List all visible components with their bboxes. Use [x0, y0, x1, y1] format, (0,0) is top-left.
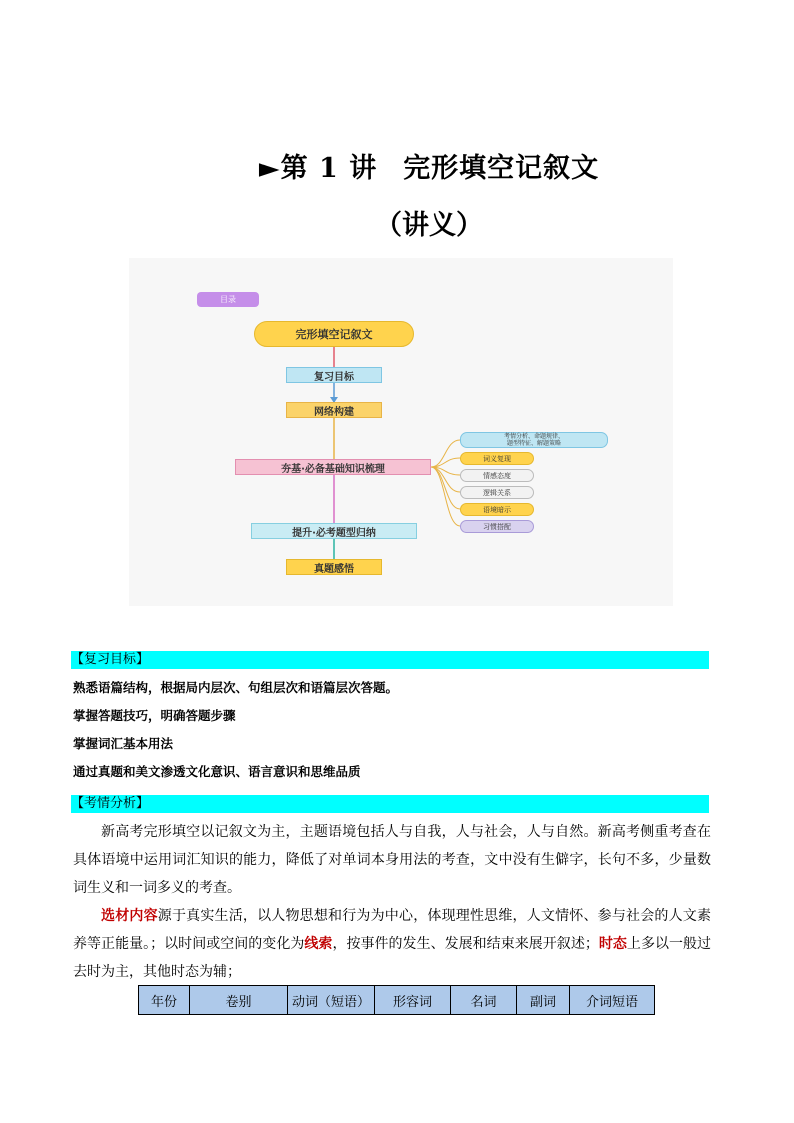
vocabulary-table: [138, 985, 655, 1015]
mindmap-leaf-analysis: 考情分析、命题规律、 题型特征、解题策略: [460, 432, 608, 448]
analysis-paragraph: 新高考完形填空以记叙文为主，主题语境包括人与自我，人与社会，人与自然。新高考侧重考查在具体语境中运用词汇知识的能力，降低了对单词本身用法的考查，文中没有生僻字，长句不多，少量数词生义和一词多义的考查。: [73, 824, 711, 896]
mindmap-leaf: 语境暗示: [460, 503, 534, 516]
table-header-cell: 动词（短语）: [288, 986, 375, 1015]
highlight-term: 线索: [304, 936, 333, 952]
mindmap-node-review-goals: 复习目标: [286, 367, 382, 383]
goal-item: 通过真题和美文渗透文化意识、语言意识和思维品质: [73, 764, 361, 779]
table-header-cell: 名词: [451, 986, 517, 1015]
section-header-analysis: 【考情分析】: [71, 795, 709, 813]
page-subtitle: （讲义）: [375, 210, 483, 241]
mindmap-leaf: 逻辑关系: [460, 486, 534, 499]
mindmap-node-real-questions: 真题感悟: [286, 559, 382, 575]
mindmap-leaf: 词义复现: [460, 452, 534, 465]
mind-map: [129, 258, 673, 606]
analysis-paragraph-2: 选材内容源于真实生活，以人物思想和行为为中心，体现理性思维，人文情怀、参与社会的人文素养等正能量。；以时间或空间的变化为线索，按事件的发生、发展和结束来展开叙述；时态上多以一般过去时为主，其他时态为辅；: [73, 908, 712, 980]
goal-item: 掌握词汇基本用法: [73, 736, 174, 751]
mindmap-menu-tag: 目录: [197, 292, 259, 307]
mindmap-leaf: 情感态度: [460, 469, 534, 482]
mindmap-node-network: 网络构建: [286, 402, 382, 418]
mindmap-leaf: 习惯搭配: [460, 520, 534, 533]
section-header-review-goals: 【复习目标】: [71, 651, 709, 669]
goal-item: 掌握答题技巧，明确答题步骤: [73, 708, 236, 723]
goal-item: 熟悉语篇结构，根据局内层次、句组层次和语篇层次答题。: [73, 680, 399, 695]
mindmap-node-question-types: 提升·必考题型归纳: [251, 523, 417, 539]
table-header-row: [139, 986, 655, 1015]
mindmap-node-basics: 夯基·必备基础知识梳理: [235, 459, 431, 475]
table-header-cell: 副词: [517, 986, 570, 1015]
table-header-cell: 形容词: [375, 986, 451, 1015]
highlight-term: 选材内容: [101, 908, 158, 924]
table-header-cell: 介词短语: [570, 986, 655, 1015]
highlight-term: 时态: [598, 936, 627, 952]
table-header-cell: 年份: [139, 986, 190, 1015]
mindmap-root: 完形填空记叙文: [254, 321, 414, 347]
page-title: ►第 1 讲 完形填空记叙文: [258, 153, 600, 184]
table-header-cell: 卷别: [190, 986, 288, 1015]
